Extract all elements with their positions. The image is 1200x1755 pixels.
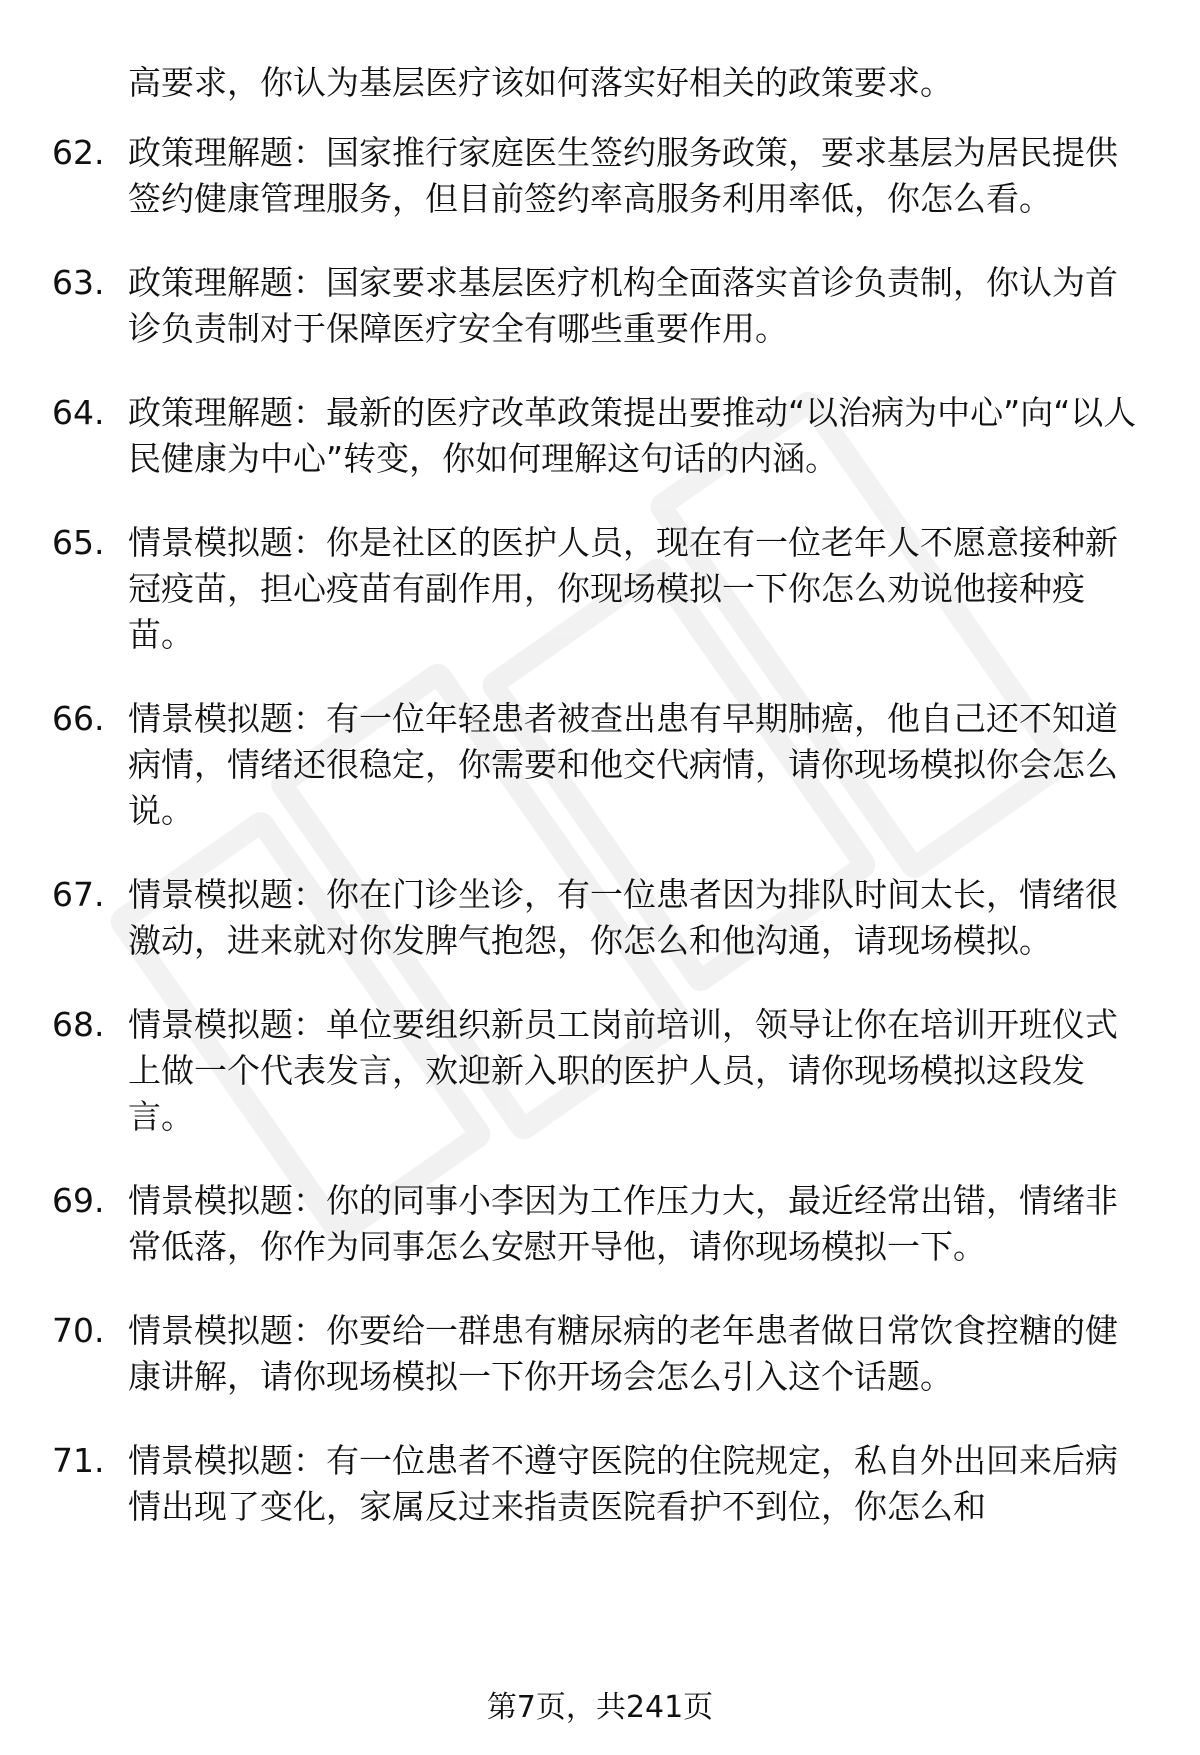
question-list — [0, 130, 1200, 1568]
question-number: 67. — [52, 875, 105, 914]
question-item — [0, 1002, 1200, 1140]
page-footer: 第7页，共241页 — [486, 1690, 714, 1725]
question-item — [0, 260, 1200, 352]
question-item — [0, 1178, 1200, 1270]
question-number: 70. — [52, 1311, 105, 1350]
question-number: 69. — [52, 1181, 105, 1220]
question-text: 情景模拟题：你要给一群患有糖尿病的老年患者做日常饮食控糖的健康讲解，请你现场模拟一下你开场会怎么引入这个话题。 — [128, 1311, 1118, 1396]
question-text: 情景模拟题：你的同事小李因为工作压力大，最近经常出错，情绪非常低落，你作为同事怎么安慰开导他，请你现场模拟一下。 — [128, 1181, 1118, 1266]
question-text: 政策理解题：最新的医疗改革政策提出要推动“以治病为中心”向“以人民健康为中心”转变，你如何理解这句话的内涵。 — [128, 393, 1137, 478]
question-text: 情景模拟题：你在门诊坐诊，有一位患者因为排队时间太长，情绪很激动，进来就对你发脾气抱怨，你怎么和他沟通，请现场模拟。 — [128, 875, 1118, 960]
question-text: 情景模拟题：你是社区的医护人员，现在有一位老年人不愿意接种新冠疫苗，担心疫苗有副作用，你现场模拟一下你怎么劝说他接种疫苗。 — [128, 523, 1118, 654]
question-text: 情景模拟题：单位要组织新员工岗前培训，领导让你在培训开班仪式上做一个代表发言，欢迎新入职的医护人员，请你现场模拟这段发言。 — [128, 1005, 1118, 1136]
question-item — [0, 520, 1200, 658]
question-number: 71. — [52, 1441, 105, 1480]
question-number: 63. — [52, 263, 105, 302]
question-item — [0, 130, 1200, 222]
question-number: 66. — [52, 699, 105, 738]
question-item — [0, 872, 1200, 964]
question-number: 68. — [52, 1005, 105, 1044]
question-item — [0, 1308, 1200, 1400]
question-text: 政策理解题：国家推行家庭医生签约服务政策，要求基层为居民提供签约健康管理服务，但目前签约率高服务利用率低，你怎么看。 — [128, 133, 1118, 218]
question-number: 62. — [52, 133, 105, 172]
question-number: 64. — [52, 393, 105, 432]
question-item — [0, 1438, 1200, 1530]
question-text: 情景模拟题：有一位患者不遵守医院的住院规定，私自外出回来后病情出现了变化，家属反过来指责医院看护不到位，你怎么和 — [128, 1441, 1118, 1526]
question-number: 65. — [52, 523, 105, 562]
question-item — [0, 390, 1200, 482]
question-text: 情景模拟题：有一位年轻患者被查出患有早期肺癌，他自己还不知道病情，情绪还很稳定，你需要和他交代病情，请你现场模拟你会怎么说。 — [128, 699, 1118, 830]
question-item — [0, 696, 1200, 834]
continued-question-text: 高要求，你认为基层医疗该如何落实好相关的政策要求。 — [128, 63, 953, 102]
question-text: 政策理解题：国家要求基层医疗机构全面落实首诊负责制，你认为首诊负责制对于保障医疗安全有哪些重要作用。 — [128, 263, 1118, 348]
